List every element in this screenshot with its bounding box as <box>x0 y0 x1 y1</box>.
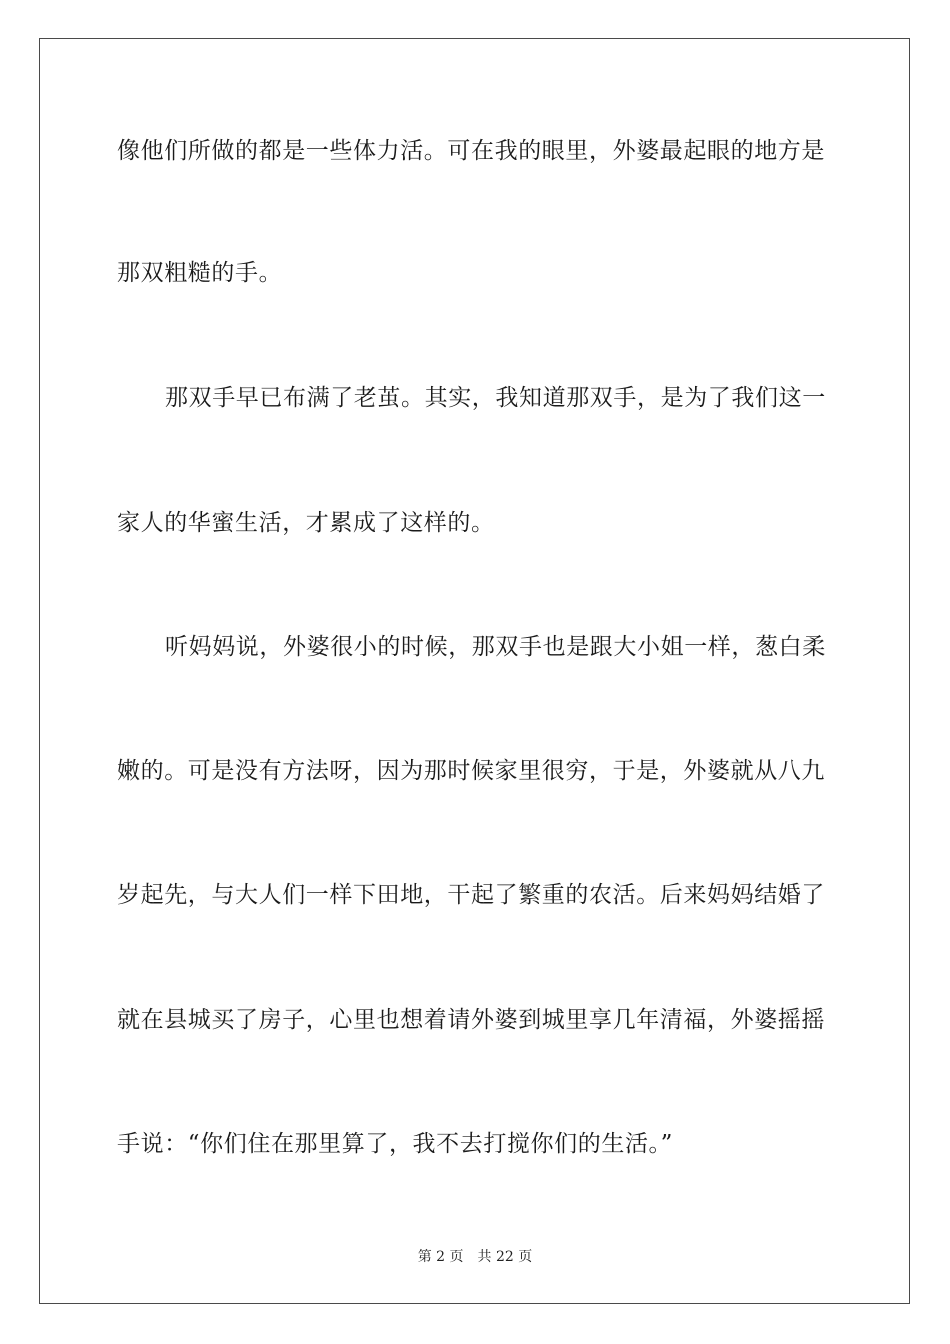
text-line-2: 那双粗糙的手。 <box>117 260 283 286</box>
page-number: 第 2 页 <box>417 1249 464 1265</box>
page-footer <box>0 1248 950 1266</box>
text-line-5: 听妈妈说，外婆很小的时候，那双手也是跟大小姐一样，葱白柔 <box>165 634 826 660</box>
text-line-8: 就在县城买了房子，心里也想着请外婆到城里享几年清福，外婆摇摇 <box>117 1007 825 1033</box>
text-line-7: 岁起先，与大人们一样下田地，干起了繁重的农活。后来妈妈结婚了 <box>117 882 825 908</box>
page-border <box>39 38 910 1304</box>
text-line-3: 那双手早已布满了老茧。其实，我知道那双手，是为了我们这一 <box>165 385 826 411</box>
text-line-9: 手说：“你们住在那里算了，我不去打搅你们的生活。” <box>117 1131 674 1157</box>
text-line-1: 像他们所做的都是一些体力活。可在我的眼里，外婆最起眼的地方是 <box>117 138 825 164</box>
text-line-6: 嫩的。可是没有方法呀，因为那时候家里很穷，于是，外婆就从八九 <box>117 758 825 784</box>
total-pages: 共 22 页 <box>477 1249 533 1265</box>
text-line-4: 家人的华蜜生活，才累成了这样的。 <box>117 510 495 536</box>
